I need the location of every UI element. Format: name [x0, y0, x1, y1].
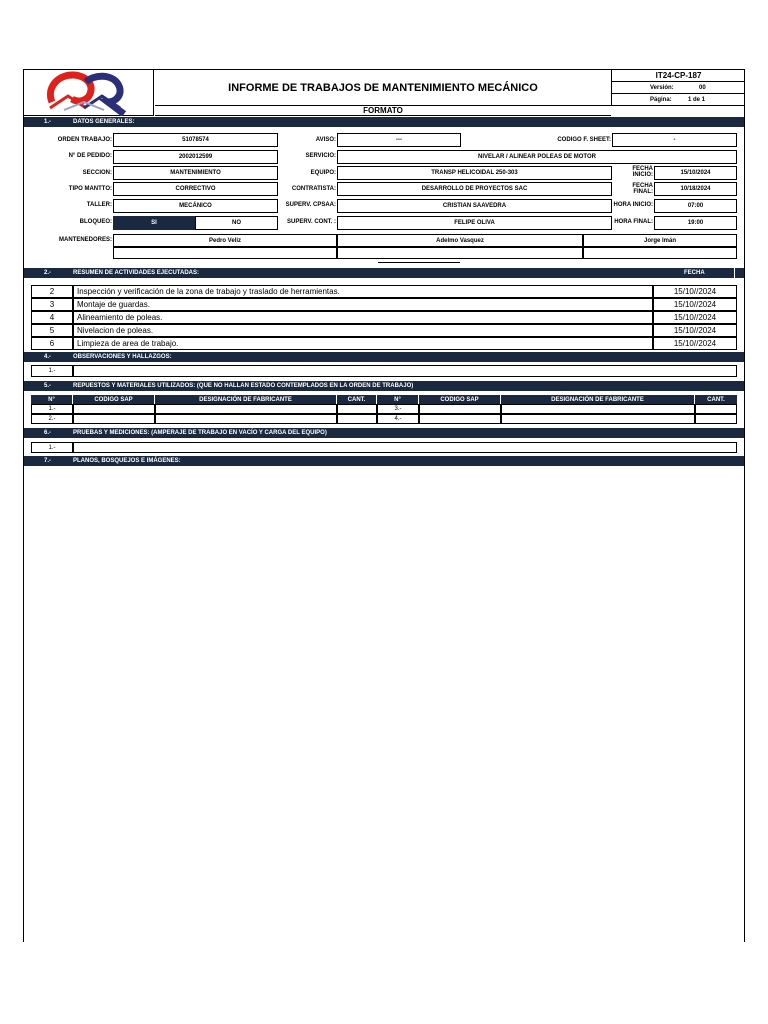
parts-header-cant-left: CANT.: [337, 395, 377, 404]
observation-row-1-number: 1.-: [31, 365, 73, 377]
hora-final-label: HORA FINAL:: [614, 219, 653, 225]
activity-row-3-date: 15/10//2024: [653, 311, 737, 324]
mantenedor-1-field[interactable]: Pedro Veliz: [113, 234, 337, 247]
fecha-final-label-line1: FECHA: [632, 183, 653, 189]
parts-header-desig-right: DESIGNACIÓN DE FABRICANTE: [501, 395, 695, 404]
version-value: 00: [699, 85, 706, 91]
pedido-field[interactable]: 2002012599: [113, 150, 278, 164]
parts-row-1-cant[interactable]: [337, 404, 377, 414]
equipo-field[interactable]: TRANSP HELICOIDAL 250-303: [337, 166, 612, 180]
contratista-field[interactable]: DESARROLLO DE PROYECTOS SAC: [337, 182, 612, 196]
seccion-field[interactable]: MANTENIMIENTO: [113, 166, 278, 180]
section-2-title: RESUMEN DE ACTIVIDADES EJECUTADAS:: [73, 270, 200, 276]
header-divider: [734, 268, 735, 278]
parts-row-4-number: 4.-: [377, 414, 419, 424]
aviso-field[interactable]: ---: [337, 133, 461, 147]
company-logo-icon: [24, 70, 154, 116]
parts-header-codigo-left: CODIGO SAP: [73, 395, 155, 404]
parts-row-1-desig[interactable]: [155, 404, 337, 414]
observation-row-1-field[interactable]: [73, 365, 737, 377]
hora-final-field[interactable]: 19:00: [654, 216, 737, 230]
divider-line: [378, 262, 460, 263]
parts-row-3-number: 3.-: [377, 404, 419, 414]
activity-row-1-desc: Inspección y verificación de la zona de trabajo y traslado de herramientas.: [73, 285, 653, 298]
mantenedor-extra-3[interactable]: [583, 247, 737, 259]
activity-row-2-number: 3: [31, 298, 73, 311]
servicio-label: SERVICIO:: [305, 153, 336, 159]
section-5-title: REPUESTOS Y MATERIALES UTILIZADOS: (QUE NO HALLAN ESTADO CONTEMPLADOS EN LA ORDEN DE TRABAJO): [73, 383, 414, 389]
section-7-title: PLANOS, BOSQUEJOS E IMÁGENES:: [73, 458, 181, 464]
section-6-number: 6.-: [44, 430, 52, 436]
test-row-1-number: 1.-: [31, 442, 73, 453]
parts-header-cant-right: CANT.: [695, 395, 737, 404]
fecha-inicio-label-line1: FECHA: [632, 166, 653, 172]
logo: [24, 70, 154, 116]
mantenedor-2-field[interactable]: Adelmo Vasquez: [337, 234, 583, 247]
aviso-label: AVISO:: [315, 137, 336, 143]
document-code: IT24-CP-187: [611, 70, 745, 82]
section-6-title: PRUEBAS Y MEDICIONES: (AMPERAJE DE TRABAJO EN VACÍO Y CARGA DEL EQUIPO): [73, 430, 327, 436]
parts-header-desig-left: DESIGNACIÓN DE FABRICANTE: [155, 395, 337, 404]
tipo-label: TIPO MANTTO:: [68, 186, 112, 192]
version-label: Versión:: [650, 85, 674, 91]
fecha-final-label-line2: FINAL:: [633, 189, 653, 195]
report-title: INFORME DE TRABAJOS DE MANTENIMIENTO MECÁNICO: [155, 70, 611, 106]
activity-row-4-date: 15/10//2024: [653, 324, 737, 337]
section-7-number: 7.-: [44, 458, 52, 464]
orden-label: ORDEN TRABAJO:: [57, 137, 112, 143]
superv-cont-field[interactable]: FELIPE OLIVA: [337, 216, 612, 230]
page-label: Página:: [650, 97, 672, 103]
parts-header-codigo-right: CODIGO SAP: [419, 395, 501, 404]
mantenedor-3-field[interactable]: Jorge Imán: [583, 234, 737, 247]
activity-row-4-desc: Nivelacion de poleas.: [73, 324, 653, 337]
parts-row-3-codigo[interactable]: [419, 404, 501, 414]
activity-row-1-number: 2: [31, 285, 73, 298]
activity-row-3-number: 4: [31, 311, 73, 324]
section-2-bar: [24, 268, 744, 278]
activity-row-5-date: 15/10//2024: [653, 337, 737, 350]
fecha-inicio-label: [612, 166, 653, 178]
parts-row-3-cant[interactable]: [695, 404, 737, 414]
mantenedores-label: MANTENEDORES:: [58, 237, 112, 243]
codigo-field[interactable]: -: [612, 133, 737, 147]
seccion-label: SECCION:: [82, 170, 112, 176]
hora-inicio-field[interactable]: 07:00: [654, 199, 737, 213]
taller-label: TALLER:: [86, 202, 112, 208]
orden-field[interactable]: 51078574: [113, 133, 278, 147]
section-6-bar: [24, 428, 744, 438]
section-2-number: 2.-: [44, 270, 52, 276]
section-4-bar: [24, 352, 744, 362]
hora-inicio-label: HORA INICIO:: [613, 202, 653, 208]
parts-row-4-cant[interactable]: [695, 414, 737, 424]
test-row-1-field[interactable]: [73, 442, 737, 453]
parts-row-3-desig[interactable]: [501, 404, 695, 414]
parts-header-n-right: N°: [377, 395, 419, 404]
section-5-bar: [24, 381, 744, 391]
parts-row-1-number: 1.-: [31, 404, 73, 414]
version-row: [611, 82, 745, 94]
mantenedor-extra-2[interactable]: [337, 247, 583, 259]
parts-row-2-number: 2.-: [31, 414, 73, 424]
section-1-bar: [24, 117, 744, 127]
parts-row-4-desig[interactable]: [501, 414, 695, 424]
contratista-label: CONTRATISTA:: [291, 186, 336, 192]
fecha-final-label: [612, 183, 653, 195]
bloqueo-label: BLOQUEO:: [79, 219, 112, 225]
page-value: 1 de 1: [688, 97, 706, 103]
section-4-title: OBSERVACIONES Y HALLAZGOS:: [73, 354, 172, 360]
bloqueo-no-option[interactable]: NO: [195, 216, 278, 230]
tipo-field[interactable]: CORRECTIVO: [113, 182, 278, 196]
fecha-column-header: FECHA: [684, 270, 705, 276]
activity-row-5-number: 6: [31, 337, 73, 350]
section-1-number: 1.-: [44, 119, 52, 125]
bloqueo-si-option[interactable]: SI: [113, 216, 195, 230]
section-4-number: 4.-: [44, 354, 52, 360]
activity-row-5-desc: Limpieza de area de trabajo.: [73, 337, 653, 350]
parts-header-n-left: N°: [31, 395, 73, 404]
section-5-number: 5.-: [44, 383, 52, 389]
activity-row-3-desc: Alineamiento de poleas.: [73, 311, 653, 324]
fecha-inicio-field[interactable]: 15/10/2024: [654, 166, 737, 180]
fecha-inicio-label-line2: INICIO:: [632, 172, 653, 178]
images-area[interactable]: [24, 466, 744, 942]
activity-row-4-number: 5: [31, 324, 73, 337]
mantenedor-extra-1[interactable]: [113, 247, 337, 259]
parts-row-1-codigo[interactable]: [73, 404, 155, 414]
report-subtitle: FORMATO: [155, 106, 611, 116]
superv-cpsaa-field[interactable]: CRISTIAN SAAVEDRA: [337, 199, 612, 213]
page-row: [611, 94, 745, 106]
superv-cpsaa-label: SUPERV. CPSAA:: [285, 202, 336, 208]
servicio-field[interactable]: NIVELAR / ALINEAR POLEAS DE MOTOR: [337, 150, 737, 164]
section-7-bar: [24, 456, 744, 466]
activity-row-1-date: 15/10//2024: [653, 285, 737, 298]
parts-row-2-desig[interactable]: [155, 414, 337, 424]
activity-row-2-desc: Montaje de guardas.: [73, 298, 653, 311]
parts-row-2-cant[interactable]: [337, 414, 377, 424]
parts-row-4-codigo[interactable]: [419, 414, 501, 424]
parts-row-2-codigo[interactable]: [73, 414, 155, 424]
fecha-final-field[interactable]: 10/18/2024: [654, 182, 737, 196]
equipo-label: EQUIPO:: [310, 170, 336, 176]
superv-cont-label: SUPERV. CONT. :: [286, 219, 336, 225]
pedido-label: N° DE PEDIDO:: [68, 153, 112, 159]
activity-row-2-date: 15/10//2024: [653, 298, 737, 311]
taller-field[interactable]: MECÁNICO: [113, 199, 278, 213]
codigo-label: CODIGO F. SHEET:: [557, 137, 611, 143]
section-1-title: DATOS GENERALES:: [73, 119, 135, 125]
